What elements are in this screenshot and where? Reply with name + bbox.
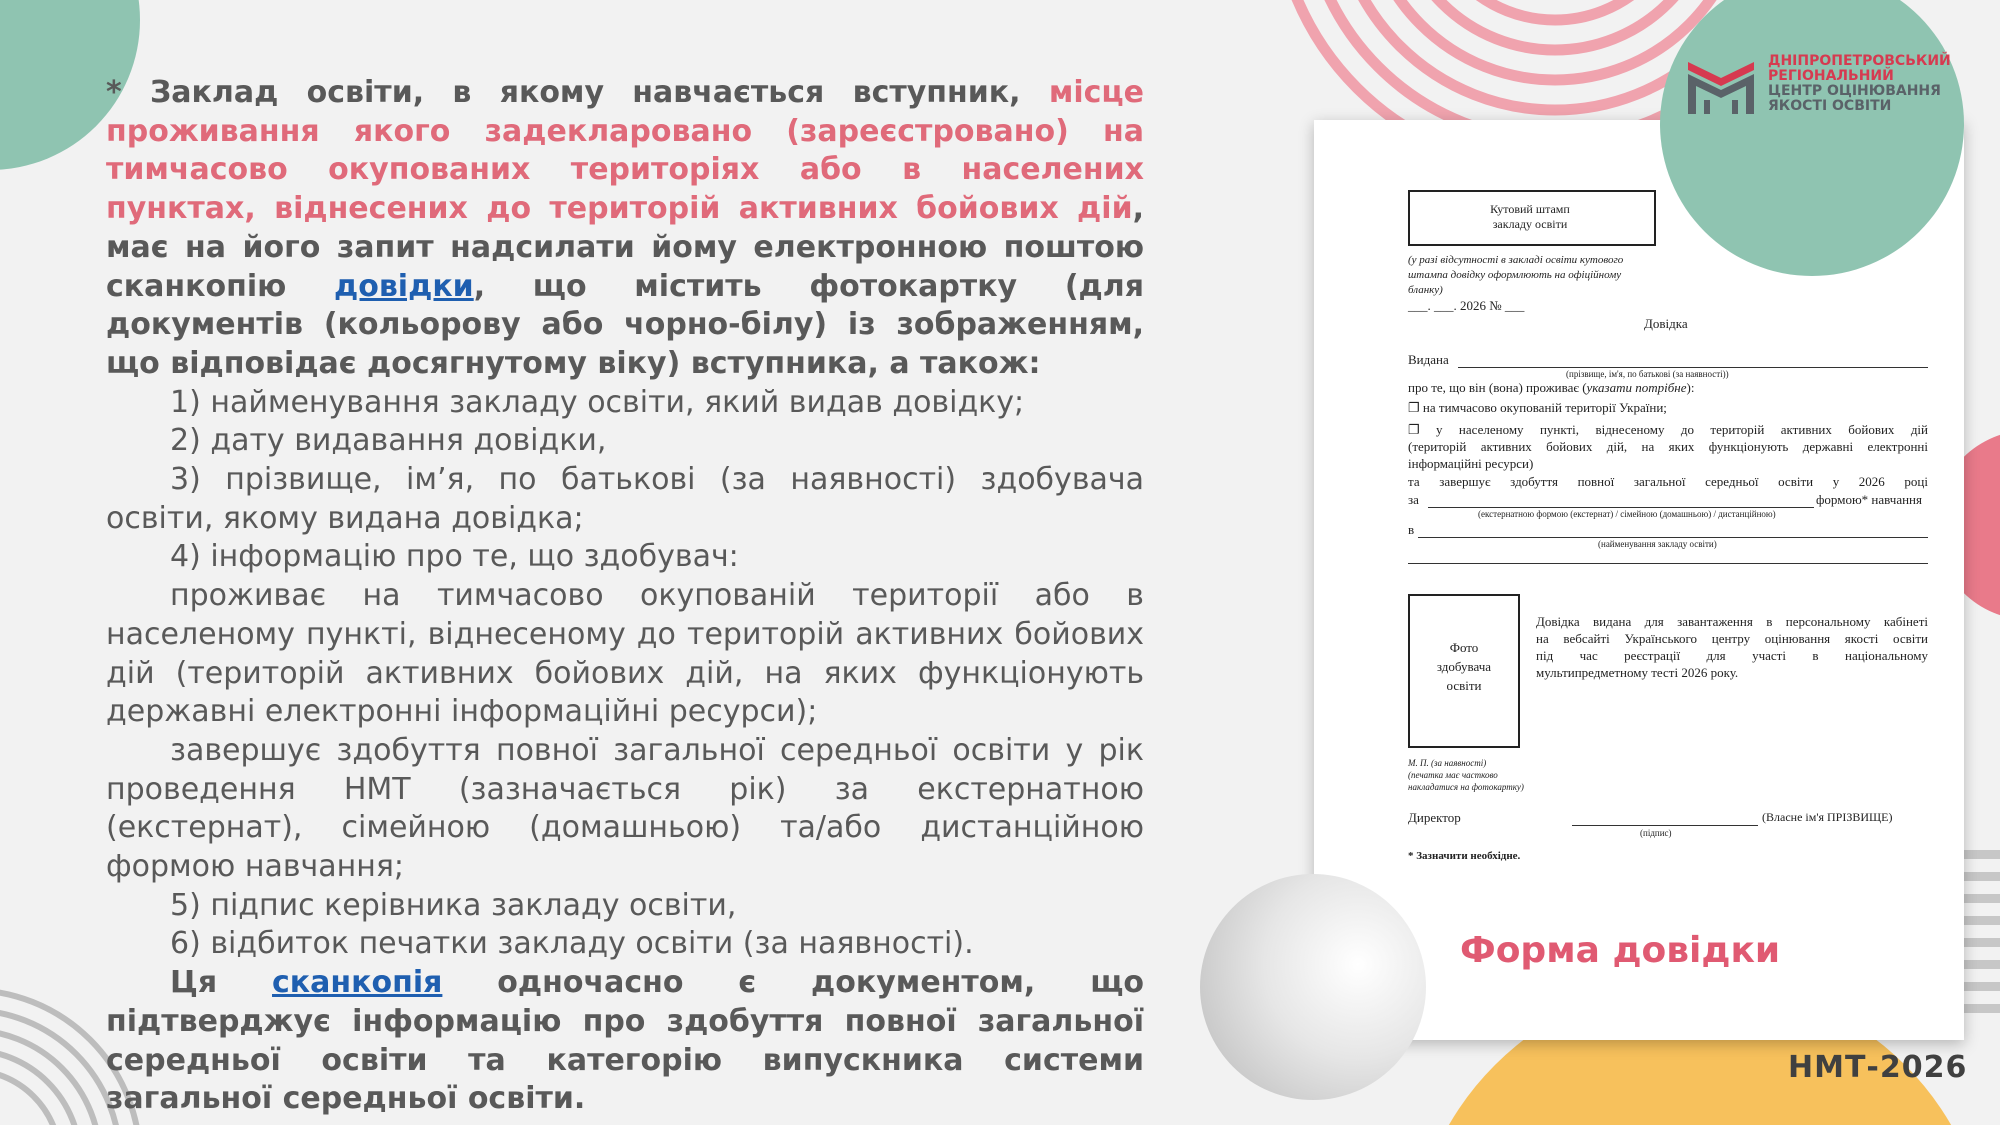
intro-highlight: місце проживання якого задекларовано (зареєстровано) на тимчасово окупованих територіях або в населених пунктах, віднесених до територій активних бойових дій [106, 75, 1144, 227]
logo-text-line: ДНІПРОПЕТРОВСЬКИЙ [1768, 53, 1951, 69]
closing-text-b: одночасно є документом, що підтверджує інформацію про здобуття повної загальної середньої освіти та категорію випускника системи загальної середньої освіти. [106, 965, 1144, 1117]
completes-line: та завершує здобуття повної загальної середньої освіти у 2026 році [1408, 474, 1928, 489]
stamp-note: штампа довідку оформлюють на офіційному [1408, 269, 1622, 281]
lives-text: про те, що він (вона) проживає ( [1408, 380, 1587, 395]
mp-note: накладатися на фотокартку) [1408, 782, 1524, 792]
closing-text-a: Ця [170, 965, 273, 1001]
closing-paragraph [106, 964, 1144, 1119]
option-occupied: ❐ на тимчасово окупованій території України; [1408, 400, 1667, 415]
footnote: * Зазначити необхідне. [1408, 850, 1521, 862]
intro-text-c: , що містить фотокартку (для документів (кольорову або чорно-білу) із зображенням, що відповідає досягнутому віку) вступника, а також: [106, 268, 1144, 381]
mp-note: М. П. (за наявності) [1408, 758, 1487, 768]
option-combat: ❐ у населеному пункті, віднесеному до територій активних бойових дій [1408, 422, 1928, 437]
intro-text-b: , має на його запит надсилати йому електронною поштою сканкопію [106, 191, 1144, 304]
stamp-text: закладу освіти [1492, 217, 1568, 231]
photo-text: Фото [1449, 640, 1479, 655]
caption: (найменування закладу освіти) [1598, 539, 1717, 549]
form-title: Форма довідки [1460, 930, 1781, 971]
mp-note: (печатка має частково [1408, 770, 1498, 780]
list-item: завершує здобуття повної загальної середньої освіти у рік проведення НМТ (зазначається рік) за екстернатною (екстернат), сімейною (домашньою) та/або дистанційною формою навчання; [106, 732, 1144, 885]
logo-text-line: ЯКОСТІ ОСВІТИ [1768, 98, 1892, 114]
intro-paragraph [106, 74, 1144, 384]
skankopiia-link[interactable]: сканкопія [272, 965, 443, 1001]
list-item: 3) прізвище, ім’я, по батькові (за наявності) здобувача освіти, якому видана довідка; [106, 462, 1144, 536]
issued-for-text: Довідка видана для завантаження в персональному кабінеті [1536, 614, 1928, 629]
lives-line [1408, 380, 1694, 396]
caption: (підпис) [1640, 828, 1672, 838]
nmt-label: НМТ-2026 [1788, 1050, 1968, 1085]
option-combat: (територій активних бойових дій, на яких функціонують державні електронні [1408, 439, 1928, 454]
caption: (прізвище, ім'я, по батькові (за наявності)) [1566, 369, 1729, 379]
issued-label: Видана [1408, 352, 1449, 367]
dovidka-link[interactable]: довідки [333, 268, 474, 304]
option-combat: інформаційні ресурси) [1408, 456, 1534, 471]
list-item: 6) відбиток печатки закладу освіти (за наявності). [170, 926, 974, 962]
lives-emphasis: указати потрібне [1586, 380, 1687, 395]
za-label: за [1408, 492, 1419, 507]
date-number-line: ___. ___. 2026 № ___ [1408, 298, 1525, 313]
lives-text-end: ): [1686, 380, 1695, 395]
director-label: Директор [1408, 810, 1461, 825]
caption: (екстернатною формою (екстернат) / сімейною (домашньою) / дистанційною) [1478, 509, 1776, 519]
intro-text-a: * Заклад освіти, в якому навчається вступник, [106, 75, 1049, 110]
stamp-note: бланку) [1408, 284, 1443, 296]
logo-icon [1686, 56, 1756, 116]
stamp-note: (у разі відсутності в закладі освіти кутового [1408, 254, 1624, 266]
stamp-text: Кутовий штамп [1490, 202, 1570, 216]
v-label: в [1408, 522, 1415, 537]
issued-for-text: на вебсайті Українського центру оцінювання якості освіти [1536, 631, 1928, 646]
list-item: 4) інформацію про те, що здобувач: [170, 539, 739, 575]
logo-text-line: РЕГІОНАЛЬНИЙ [1768, 68, 1894, 84]
logo-text-line: ЦЕНТР ОЦІНЮВАННЯ [1768, 83, 1941, 99]
list-item: 1) найменування закладу освіти, який видав довідку; [170, 384, 1025, 420]
form-suffix: формою* навчання [1816, 492, 1922, 507]
grey-circle [1200, 874, 1426, 1100]
main-text [106, 74, 1144, 1119]
photo-text: здобувача [1436, 659, 1492, 674]
photo-text: освіти [1446, 678, 1482, 693]
issued-for-text: під час реєстрації для участі в національному [1536, 648, 1928, 663]
list-item: проживає на тимчасово окупованій території або в населеному пункті, віднесеному до територій активних бойових дій (територій активних бойових дій, на яких функціонують державні електронні інформаційні ресурси); [106, 578, 1144, 730]
document-heading: Довідка [1644, 316, 1688, 331]
director-name: (Власне ім'я ПРІЗВИЩЕ) [1762, 810, 1893, 824]
list-item: 5) підпис керівника закладу освіти, [170, 887, 737, 923]
issued-for-text: мультипредметному тесті 2026 року. [1536, 665, 1739, 680]
list-item: 2) дату видавання довідки, [170, 423, 607, 459]
